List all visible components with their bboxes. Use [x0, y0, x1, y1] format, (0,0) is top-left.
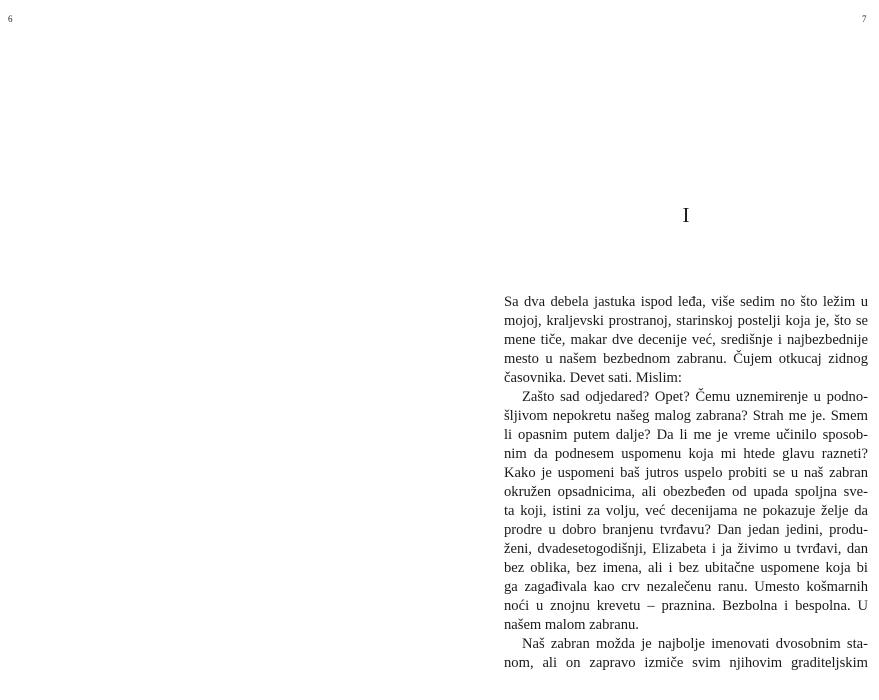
text-line: mojoj, kraljevski prostranoj, starinskoj postelji koja je, što se: [504, 313, 868, 329]
page-number-left: 6: [8, 14, 13, 24]
text-line: Zašto sad odjedared? Opet? Čemu uznemirenje u podno-: [522, 389, 868, 405]
text-line: mesto u našem bezbednom zabranu. Čujem otkucaj zidnog: [504, 351, 868, 367]
text-line: li opasnim putem dalje? Da li me je vreme učinilo sposob-: [504, 427, 868, 443]
text-line: nom, ali on zapravo izmiče svim njihovim graditeljskim: [504, 655, 868, 671]
text-line: ga zagađivala kao crv nezalečenu ranu. Umesto košmarnih: [504, 579, 868, 595]
body-text: [504, 293, 868, 673]
text-line: ženi, dvadesetogodišnji, Elizabeta i ja živimo u tvrđavi, dan: [504, 541, 868, 557]
text-line: okružen opsadnicima, ali obezbeđen od upada spoljna sve-: [504, 484, 868, 500]
text-line: mene tiče, makar dve decenije već, središnje i najbezbednije: [504, 332, 868, 348]
text-line: Kako je uspomeni baš jutros uspelo probiti se u naš zabran: [504, 465, 868, 481]
text-line: noći u znojnu krevetu – praznina. Bezbolna i bespolna. U: [504, 598, 868, 614]
text-line: časovnika. Devet sati. Mislim:: [504, 370, 682, 386]
text-line: prodre u dobro branjenu tvrđavu? Dan jedan jedini, produ-: [504, 522, 868, 538]
text-line: našem malom zabranu.: [504, 617, 639, 633]
text-line: bez oblika, bez imena, ali i bez ubitačne uspomene koja bi: [504, 560, 868, 576]
text-line: nim da podnesem uspomenu koja mi htede glavu razneti?: [504, 446, 868, 462]
chapter-title: I: [682, 203, 690, 227]
text-line: Naš zabran možda je najbolje imenovati dvosobnim sta-: [522, 636, 868, 652]
text-line: ta koji, istini za volju, već decenijama ne pokazuje želje da: [504, 503, 868, 519]
page-number-right: 7: [862, 14, 867, 24]
text-line: Sa dva debela jastuka ispod leđa, više sedim no što ležim u: [504, 294, 868, 310]
text-line: šljivom nepokretu našeg malog zabrana? Strah me je. Smem: [504, 408, 868, 424]
